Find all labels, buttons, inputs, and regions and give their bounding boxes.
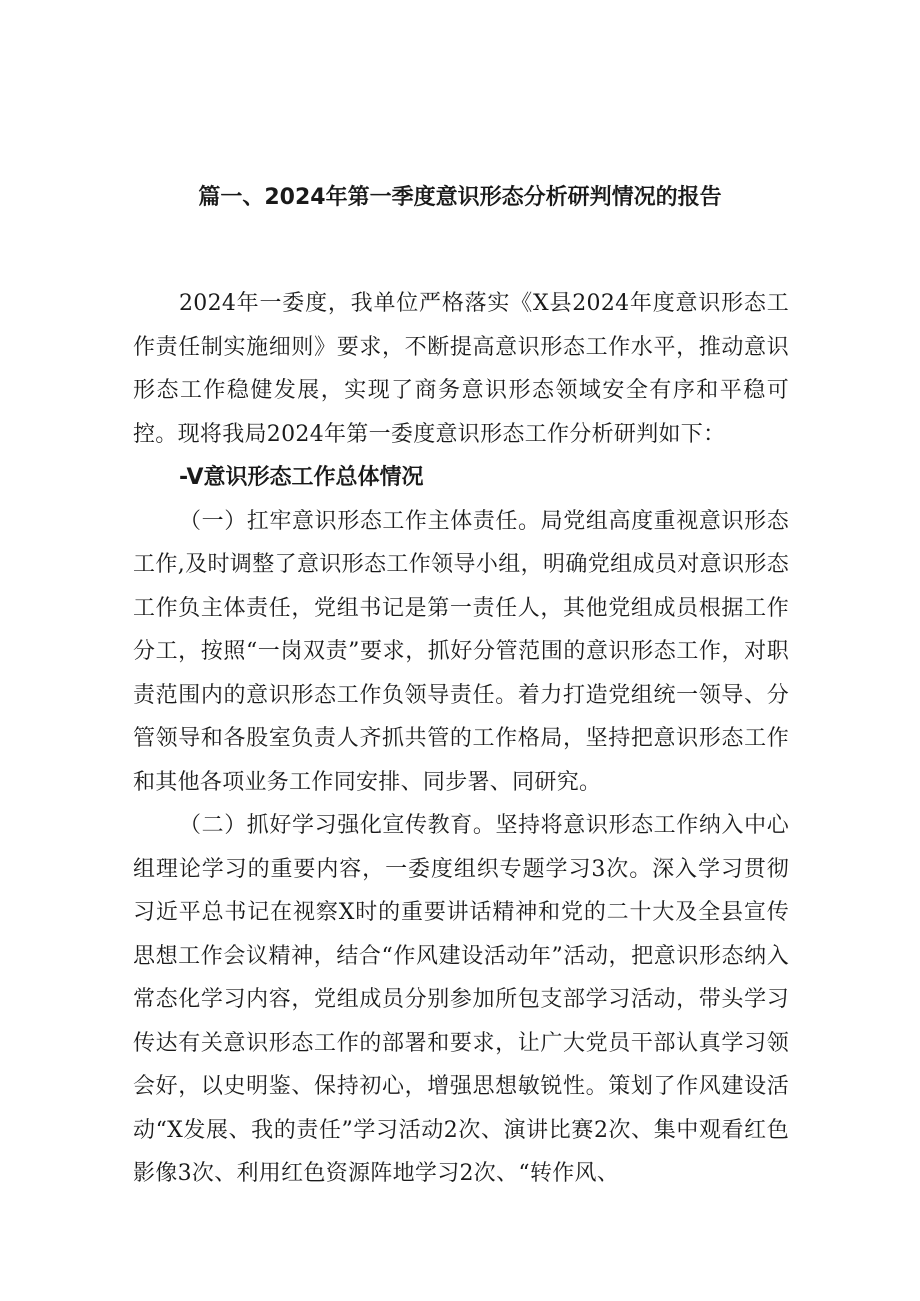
- document-body: [133, 282, 789, 1196]
- intro-paragraph: 2024年一委度，我单位严格落实《X县2024年度意识形态工作责任制实施细则》要求，不断提高意识形态工作水平，推动意识形态工作稳健发展，实现了商务意识形态领域安全有序和平稳可控。现将我局2024年第一委度意识形态工作分析研判如下：: [133, 291, 789, 447]
- section-heading-overall: -V意识形态工作总体情况: [179, 465, 424, 490]
- document-title: 篇一、2024年第一季度意识形态分析研判情况的报告: [198, 185, 722, 210]
- paragraph-responsibility: （一）扛牢意识形态工作主体责任。局党组高度重视意识形态工作,及时调整了意识形态工作领导小组，明确党组成员对意识形态工作负主体责任，党组书记是第一责任人，其他党组成员根据工作分工，按照“一岗双责”要求，抓好分管范围的意识形态工作，对职责范围内的意识形态工作负领导责任。着力打造党组统一领导、分管领导和各股室负责人齐抓共管的工作格局，坚持把意识形态工作和其他各项业务工作同安排、同步署、同研究。: [133, 508, 789, 795]
- paragraph-study-education: （二）抓好学习强化宣传教育。坚持将意识形态工作纳入中心组理论学习的重要内容，一委度组织专题学习3次。深入学习贯彻习近平总书记在视察X时的重要讲话精神和党的二十大及全县宣传思想工作会议精神，结合“作风建设活动年”活动，把意识形态纳入常态化学习内容，党组成员分别参加所包支部学习活动，带头学习传达有关意识形态工作的部署和要求，让广大党员干部认真学习领会好，以史明鉴、保持初心，增强思想敏锐性。策划了作风建设活动“X发展、我的责任”学习活动2次、演讲比赛2次、集中观看红色影像3次、利用红色资源阵地学习2次、“转作风、: [133, 813, 789, 1186]
